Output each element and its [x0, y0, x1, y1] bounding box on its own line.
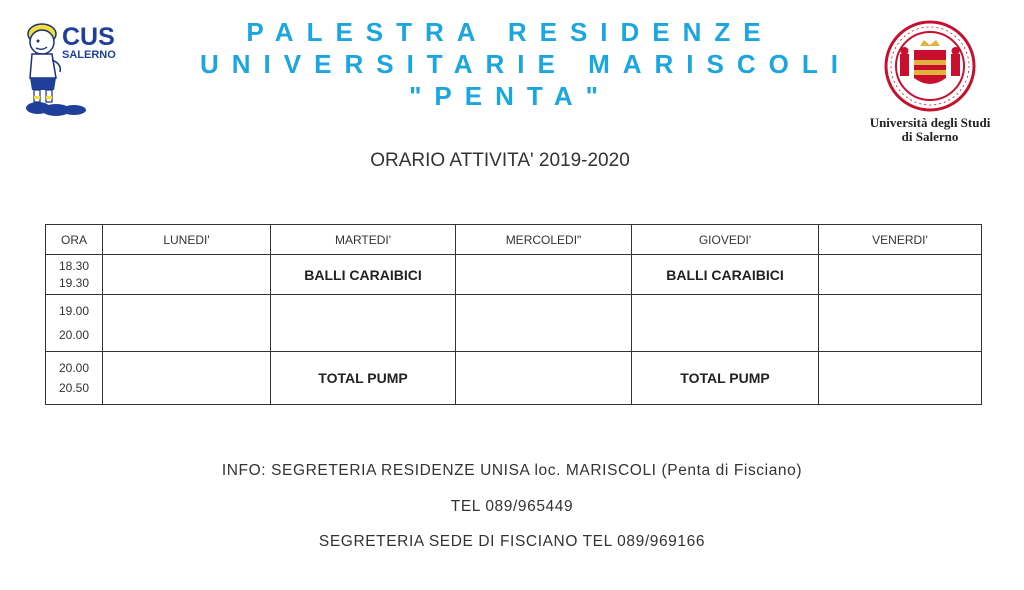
time-start: 18.30 [58, 258, 90, 273]
university-name [848, 116, 1012, 144]
cus-brand-text [62, 24, 142, 61]
cell-giovedi [632, 295, 819, 352]
table-row [46, 255, 982, 295]
cus-brand-sub: SALERNO [62, 49, 116, 61]
page-title [200, 16, 851, 112]
column-header-ora: ORA [46, 225, 103, 255]
schedule-table [45, 224, 982, 405]
cell-lunedi [103, 255, 271, 295]
title-line-1: PALESTRA RESIDENZE [246, 17, 774, 47]
university-name-line-2: di Salerno [901, 129, 959, 144]
cell-venerdi [819, 352, 982, 405]
time-cell [46, 295, 103, 352]
schedule-subtitle: ORARIO ATTIVITA' 2019-2020 [370, 150, 630, 171]
cell-mercoledi [456, 295, 632, 352]
time-cell [46, 255, 103, 295]
cell-mercoledi [456, 255, 632, 295]
column-header-venerdi: VENERDI' [819, 225, 982, 255]
cell-giovedi: BALLI CARAIBICI [632, 255, 819, 295]
title-line-2: UNIVERSITARIE MARISCOLI [200, 49, 851, 79]
university-seal-icon [874, 20, 986, 112]
cell-giovedi: TOTAL PUMP [632, 352, 819, 405]
column-header-lunedi: LUNEDI' [103, 225, 271, 255]
column-header-martedi: MARTEDI' [271, 225, 456, 255]
cell-venerdi [819, 295, 982, 352]
university-name-line-1: Università degli Studi [869, 115, 991, 130]
time-start: 20.00 [58, 360, 90, 375]
tel-line: TEL 089/965449 [450, 498, 574, 515]
time-end: 20.50 [58, 380, 90, 395]
cell-mercoledi [456, 352, 632, 405]
time-start: 19.00 [58, 303, 90, 318]
cus-brand-main: CUS [62, 23, 115, 51]
cell-venerdi [819, 255, 982, 295]
cell-martedi: TOTAL PUMP [271, 352, 456, 405]
title-line-3: "PENTA" [409, 81, 611, 111]
table-header-row [46, 225, 982, 255]
column-header-giovedi: GIOVEDI' [632, 225, 819, 255]
table-row [46, 295, 982, 352]
time-end: 19.30 [58, 275, 90, 290]
column-header-mercoledi: MERCOLEDI" [456, 225, 632, 255]
table-row [46, 352, 982, 405]
cell-martedi [271, 295, 456, 352]
segreteria-line: SEGRETERIA SEDE DI FISCIANO TEL 089/969166 [318, 533, 706, 550]
cell-lunedi [103, 352, 271, 405]
time-cell [46, 352, 103, 405]
time-end: 20.00 [58, 327, 90, 342]
cell-lunedi [103, 295, 271, 352]
info-line: INFO: SEGRETERIA RESIDENZE UNISA loc. MARISCOLI (Penta di Fisciano) [221, 462, 803, 479]
cell-martedi: BALLI CARAIBICI [271, 255, 456, 295]
